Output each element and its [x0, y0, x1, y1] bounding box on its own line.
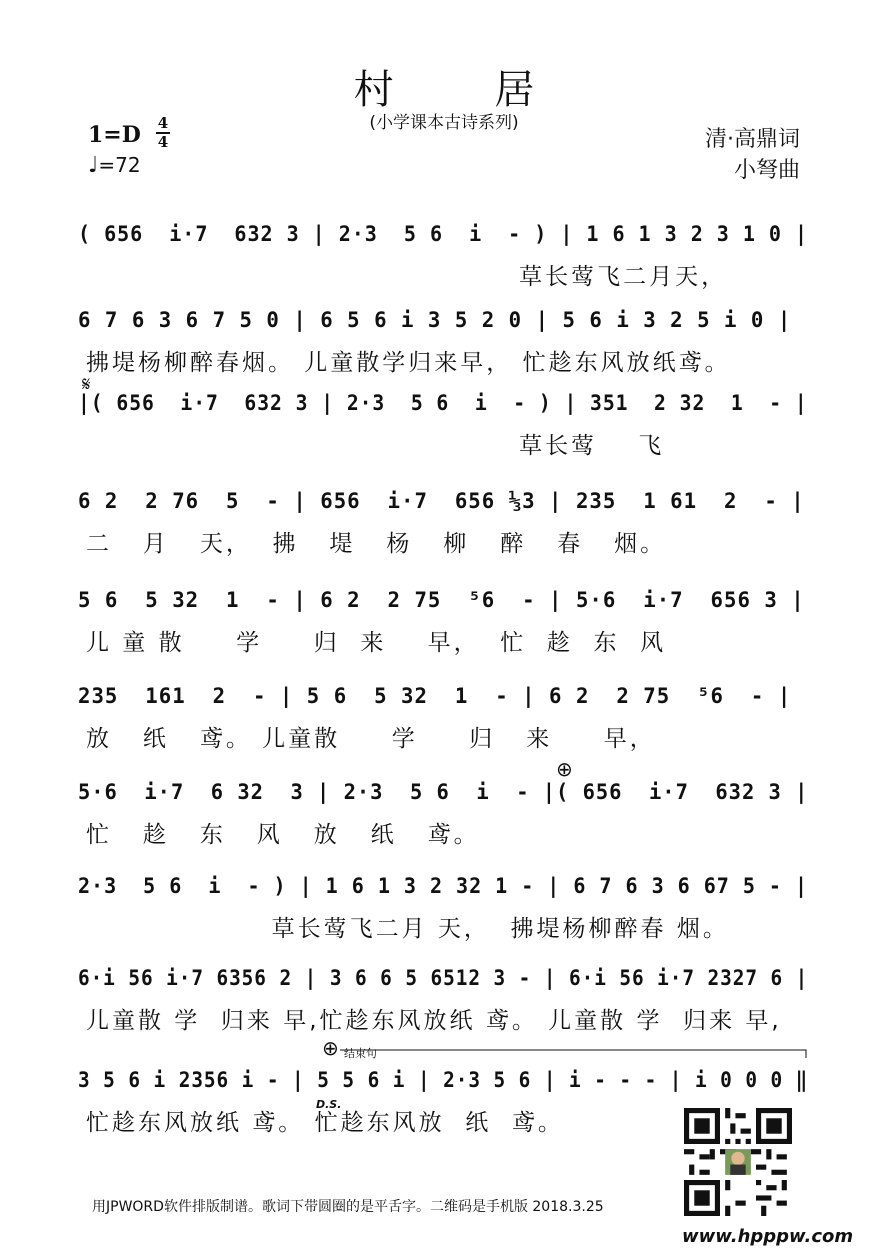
segno-icon: 𝄋 — [82, 372, 91, 396]
subtitle: (小学课本古诗系列) — [369, 113, 519, 133]
lyrics-row: 忙趁东风放纸 鸢。 忙趁东风放 纸 鸢。 — [86, 1110, 564, 1136]
lyricist: 清·高鼎词 — [705, 127, 800, 152]
coda-icon: ⊕ — [556, 757, 573, 781]
notation-row: 235 161 2 - | 5 6 5 32 1 - | 6 2 2 75 ⁵6 - | — [78, 684, 792, 708]
time-sig-top: 4 — [157, 114, 169, 132]
page-title: 村 居 — [353, 67, 579, 113]
notation-row: 6 7 6 3 6 7 5 0 | 6 5 6 i 3 5 2 0 | 5 6 i 3 2 5 i 0 | — [78, 308, 792, 332]
site-url[interactable]: www.hpppw.com — [682, 1226, 854, 1247]
tempo-value: =72 — [98, 153, 141, 177]
lyrics-row: 忙 趁 东 风 放 纸 鸢。 — [86, 822, 480, 848]
lyrics-row: 放 纸 鸢。 儿童散 学 归 来 早， — [86, 726, 656, 752]
notation-row: 2·3 5 6 i - ) | 1 6 1 3 2 32 1 - | 6 7 6 3 6 67 5 - | — [78, 874, 809, 898]
lyrics-row: 草长莺飞二月天， — [86, 264, 728, 290]
qr-code[interactable] — [684, 1108, 792, 1216]
footer-note: 用JPWORD软件排版制谱。歌词下带圆圈的是平舌字。二维码是手机版 2018.3.25 — [92, 1199, 604, 1215]
composer: 小弩曲 — [733, 158, 800, 183]
notation-row: 5·6 i·7 6 32 3 | 2·3 5 6 i - |( 656 i·7 632 3 | — [78, 780, 809, 804]
coda-icon-end: ⊕ — [322, 1036, 339, 1060]
coda-label: 结束句 — [344, 1047, 377, 1060]
notation-row: 3 5 6 i 2356 i - | 5 5 6 i | 2·3 5 6 | i - - - | i 0 0 0 ‖ — [78, 1068, 809, 1092]
qr-code-icon — [684, 1108, 792, 1216]
ds-mark: D.S. — [316, 1098, 342, 1111]
notation-row: |( 656 i·7 632 3 | 2·3 5 6 i - ) | 351 2 32 1 - | — [78, 391, 808, 415]
key-signature: 1=D — [88, 122, 141, 148]
notation-row: 5 6 5 32 1 - | 6 2 2 75 ⁵6 - | 5·6 i·7 656 3 | — [78, 588, 805, 612]
lyrics-row: 草长莺飞二月 天， 拂堤杨柳醉春 烟。 — [86, 916, 729, 942]
lyrics-row: 二 月 天， 拂 堤 杨 柳 醉 春 烟。 — [86, 531, 667, 557]
notation-row: 6·i 56 i·7 6356 2 | 3 6 6 5 6512 3 - | 6·i 56 i·7 2327 6 | — [78, 966, 809, 990]
quarter-note-icon: ♩ — [88, 153, 99, 178]
lyrics-row: 儿 童 散 学 归 来 早， 忙 趁 东 风 — [86, 630, 667, 656]
lyrics-row: 儿童散 学 归来 早,忙趁东风放纸 鸢。 儿童散 学 归来 早, — [86, 1008, 782, 1034]
notation-row: ( 656 i·7 632 3 | 2·3 5 6 i - ) | 1 6 1 3 2 3 1 0 | — [78, 222, 809, 246]
time-sig-bottom: 4 — [157, 133, 169, 151]
lyrics-row: 草长莺 飞 — [86, 433, 665, 459]
notation-row: 6 2 2 76 5 - | 656 i·7 656 ⅓3 | 235 1 61 2 - | — [78, 489, 805, 513]
lyrics-row: 拂堤杨柳醉春烟。 儿童散学归来早， 忙趁东风放纸鸢。 — [86, 350, 731, 376]
